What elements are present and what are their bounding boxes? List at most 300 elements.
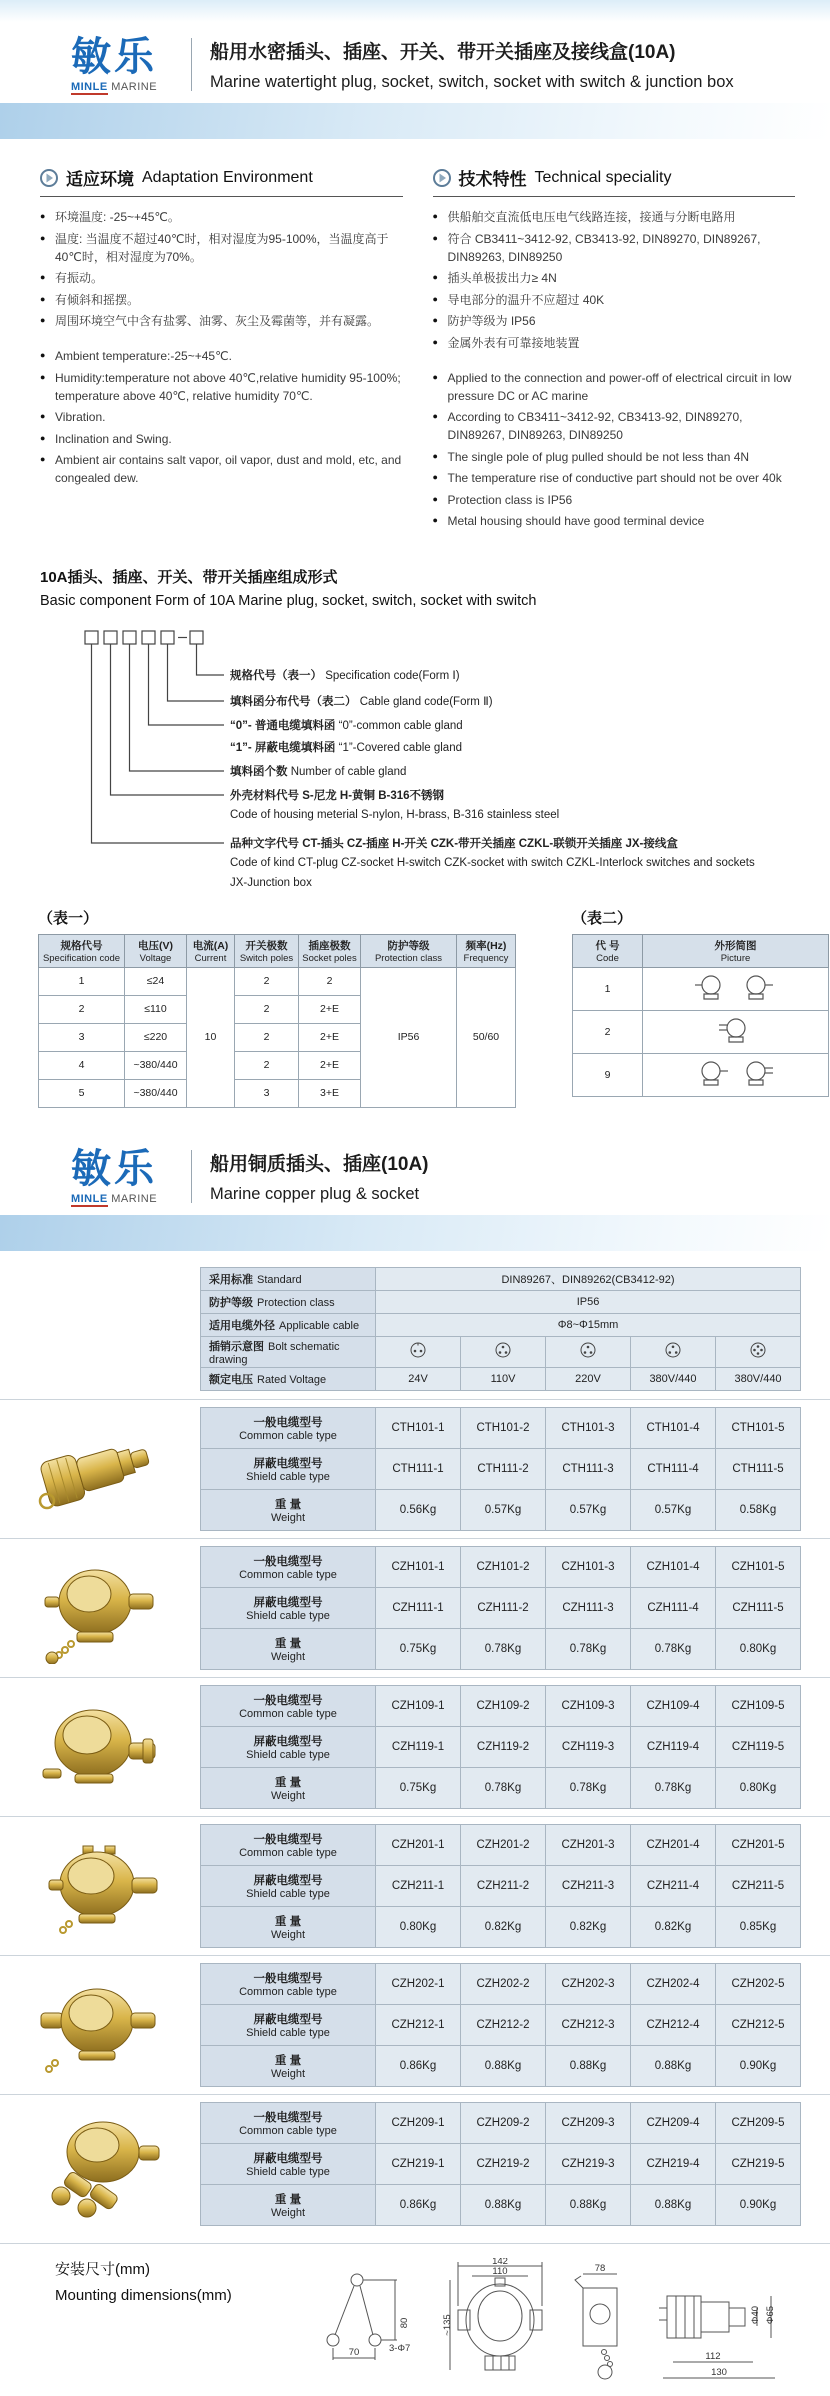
product-image-cth101-plug [0,1413,200,1525]
model-cell: CZH101-2 [461,1546,546,1587]
logo-english [55,1193,173,1205]
list-item-text: The single pole of plug pulled should be not less than 4N [447,449,750,464]
table-row [573,967,829,1010]
dimension-label: Φ40 [750,2305,761,2324]
section2-header [0,1134,830,1215]
table-row [201,2102,801,2143]
row-label-weight: 重 量 Weight [201,2184,376,2225]
label-cn: “0”- 普通电缆填料函 [230,719,336,732]
label-standard: 采用标准 Standard [201,1267,376,1290]
label-cn: “1”- 屏蔽电缆填料函 [230,741,336,754]
model-cell: CTH111-2 [461,1448,546,1489]
model-cell: CZH212-2 [461,2004,546,2045]
dimension-label: Φ65 [765,2305,776,2324]
cell: 2 [39,995,125,1023]
col-voltage: 电压(V) Voltage [125,934,187,967]
list-item [40,230,403,266]
list-item [40,369,403,405]
bullet-icon: ● [432,272,438,282]
table-row [573,1010,829,1053]
forms-row [0,893,830,1108]
gland-diagram-2 [643,1010,829,1053]
col-socket-poles: 插座极数 Socket poles [299,934,361,967]
bullet-icon: ● [432,493,438,504]
cell: ≤24 [125,967,187,995]
table-row [201,1767,801,1808]
table-row [201,1313,801,1336]
model-cell: CZH201-2 [461,1824,546,1865]
brass-socket-photo [25,1552,175,1664]
list-item [40,347,403,365]
section-arrow-icon [40,169,58,187]
row-label-shield: 屏蔽电缆型号 Shield cable type [201,1726,376,1767]
list-item-text: Vibration. [55,410,106,424]
header-divider [191,1150,192,1203]
code-label-kind-en [230,857,755,869]
table-row [201,1367,801,1390]
product-table [200,2102,801,2226]
model-cell: CZH209-5 [716,2102,801,2143]
component-form-section [0,540,830,893]
weight-cell: 0.88Kg [461,2184,546,2225]
list-item-text: Metal housing should have good terminal device [447,514,705,528]
product-table [200,1824,801,1948]
table-row [201,1587,801,1628]
pin-icon [750,1342,766,1358]
product-block-czh209 [0,2094,830,2233]
bullet-icon: ● [432,232,438,243]
list-item [40,208,403,226]
weight-cell: 0.82Kg [461,1906,546,1947]
list-item [433,312,796,330]
model-cell: CZH209-4 [631,2102,716,2143]
label-cn: 品种文字代号 CT-插头 CZ-插座 H-开关 CZK-带开关插座 CZKL-联锁开关插座 JX-接线盒 [230,837,678,850]
list-item-text: 周围环境空气中含有盐雾、油雾、灰尘及霉菌等，并有凝露。 [55,314,380,328]
list-item [433,491,796,509]
weight-cell: 0.78Kg [461,1767,546,1808]
label-rated-voltage: 额定电压 Rated Voltage [201,1367,376,1390]
table-row [201,2143,801,2184]
weight-cell: 0.57Kg [461,1489,546,1530]
code-label-kind-cn [230,835,678,851]
logo-marine: MARINE [111,1192,158,1205]
cell-code: 2 [573,1010,643,1053]
col-current: 电流(A) Current [187,934,235,967]
model-cell: CZH211-5 [716,1865,801,1906]
table-row [201,1489,801,1530]
weight-cell: 0.78Kg [631,1628,716,1669]
product-table [200,1407,801,1531]
weight-cell: 0.78Kg [461,1628,546,1669]
model-cell: CZH219-2 [461,2143,546,2184]
list-item-text: 导电部分的温升不应超过 40K [447,292,605,307]
logo-chinese: 敏乐 [71,1146,157,1191]
model-cell: CTH101-1 [376,1407,461,1448]
col-frequency: 频率(Hz) Frequency [457,934,516,967]
weight-cell: 0.88Kg [461,2045,546,2086]
list-item-text: 有振动。 [55,271,104,285]
product-table [200,1546,801,1670]
form2-table [572,934,829,1097]
model-cell: CZH111-5 [716,1587,801,1628]
dimension-label: ~135 [442,2313,453,2336]
weight-cell: 0.88Kg [631,2045,716,2086]
cell: ≤110 [125,995,187,1023]
code-diagram-lines [80,625,230,893]
logo-marine: MARINE [111,81,158,93]
row-label-weight: 重 量 Weight [201,1906,376,1947]
list-item-text: 供船舶交直流低电压电气线路连接，接通与分断电路用 [447,210,736,224]
weight-cell: 0.88Kg [546,2184,631,2225]
row-label-weight: 重 量 Weight [201,2045,376,2086]
bullet-icon: ● [432,211,438,221]
cell: 2 [299,967,361,995]
list-item [433,408,796,444]
weight-cell: 0.90Kg [716,2045,801,2086]
section-title-en: Adaptation Environment [142,168,313,186]
list-item [40,451,403,487]
list-item [40,408,403,426]
cell: 2+E [299,995,361,1023]
logo-minle: MINLE [70,81,108,93]
brass-socket-photo [25,1830,175,1942]
bullet-icon: ● [432,450,438,461]
label-bolt-drawing: 插销示意图 Bolt schematic drawing [201,1336,376,1367]
cell: 2+E [299,1051,361,1079]
form1-caption: （表一） [38,909,99,927]
adaptation-header [40,165,403,197]
bullet-icon: ● [40,272,46,282]
model-cell: CTH111-1 [376,1448,461,1489]
model-cell: CTH101-5 [716,1407,801,1448]
model-cell: CZH109-1 [376,1685,461,1726]
table-row [39,967,516,995]
product-image-czh202-socket [0,1969,200,2081]
form1-wrap [38,907,516,1108]
table-row [201,1685,801,1726]
row-label-common: 一般电缆型号 Common cable type [201,1546,376,1587]
bullet-icon: ● [432,472,438,482]
side-view-drawing [575,2274,617,2379]
list-item [40,269,403,287]
list-item [433,291,796,309]
col-picture: 外形简图 Picture [643,934,829,967]
table-row [201,2184,801,2225]
cell-current: 10 [187,967,235,1107]
label-en: Code of housing meterial S-nylon, H-brass, B-316 stainless steel [230,808,560,821]
list-item [40,312,403,330]
model-cell: CZH109-3 [546,1685,631,1726]
weight-cell: 0.88Kg [631,2184,716,2225]
product-block-czh202 [0,1955,830,2094]
model-cell: CZH201-3 [546,1824,631,1865]
row-label-common: 一般电缆型号 Common cable type [201,1963,376,2004]
front-view-drawing [450,2262,542,2370]
bullet-icon: ● [40,293,46,304]
gland-diagram-1 [643,967,829,1010]
table-row [201,1290,801,1313]
weight-cell: 0.86Kg [376,2184,461,2225]
dimension-label: 3-Φ7 [389,2342,411,2354]
table-row [201,1824,801,1865]
bullet-icon: ● [40,315,46,325]
model-cell: CZH202-1 [376,1963,461,2004]
brass-socket-photo [25,1969,175,2081]
model-cell: CZH219-5 [716,2143,801,2184]
product-block-cth101 [0,1399,830,1538]
adaptation-section [40,165,403,534]
cell: 1 [39,967,125,995]
section-arrow-icon [433,169,451,187]
weight-cell: 0.78Kg [631,1767,716,1808]
product-block-czh101 [0,1538,830,1677]
label-en: Cable gland code(Form Ⅱ) [359,695,493,708]
list-item [433,448,796,466]
weight-cell: 0.80Kg [716,1628,801,1669]
model-cell: CZH109-4 [631,1685,716,1726]
row-label-common: 一般电缆型号 Common cable type [201,2102,376,2143]
row-label-weight: 重 量 Weight [201,1489,376,1530]
mounting-drawings [305,2258,805,2388]
gland-picture-icon [681,1056,791,1090]
cell: 4 [39,1051,125,1079]
pin-icon [410,1342,426,1358]
cell: 5 [39,1079,125,1107]
model-cell: CZH201-1 [376,1824,461,1865]
cell-frequency: 50/60 [457,967,516,1107]
model-cell: CZH219-1 [376,2143,461,2184]
weight-cell: 0.56Kg [376,1489,461,1530]
list-item [433,269,796,287]
table-row [201,1546,801,1587]
model-cell: CZH209-3 [546,2102,631,2143]
model-cell: CTH101-3 [546,1407,631,1448]
bullet-icon: ● [40,411,46,421]
product-block-czh109 [0,1677,830,1816]
code-label-housing-en [230,809,559,821]
model-cell: CZH101-3 [546,1546,631,1587]
weight-cell: 0.80Kg [716,1767,801,1808]
row-label-common: 一般电缆型号 Common cable type [201,1407,376,1448]
dimension-label: 80 [399,2317,410,2328]
cell-code: 9 [573,1053,643,1096]
list-item [433,469,796,487]
model-cell: CZH111-4 [631,1587,716,1628]
mounting-title-en: Mounting dimensions(mm) [55,2286,232,2304]
product-image-czh201-socket [0,1830,200,1942]
pin-icon [665,1342,681,1358]
cell: 3 [39,1023,125,1051]
code-label-gland-number [230,763,406,779]
bullet-icon: ● [432,411,438,421]
section-title-cn: 技术特性 [458,170,527,189]
list-item-text: 环境温度: -25~+45℃。 [55,210,180,224]
label-en: JX-Junction box [230,876,312,889]
bullet-icon: ● [40,432,46,443]
model-cell: CZH209-2 [461,2102,546,2143]
value-cable: Φ8~Φ15mm [376,1313,801,1336]
weight-cell: 0.58Kg [716,1489,801,1530]
weight-cell: 0.57Kg [546,1489,631,1530]
row-label-shield: 屏蔽电缆型号 Shield cable type [201,1865,376,1906]
spec-table-wrap [0,1251,830,1391]
spec-table [200,1267,801,1391]
model-cell: CTH111-3 [546,1448,631,1489]
dimension-label: 70 [348,2346,360,2358]
dimension-label: 78 [594,2262,606,2274]
model-cell: CZH211-1 [376,1865,461,1906]
label-en: Number of cable gland [290,765,407,778]
value-protection: IP56 [376,1290,801,1313]
label-en: Specification code(Form Ⅰ) [325,669,460,682]
bullet-icon: ● [40,371,46,382]
brass-socket-photo [25,1691,175,1803]
model-cell: CZH119-3 [546,1726,631,1767]
header-divider [191,38,192,91]
table-header-row [39,934,516,967]
weight-cell: 0.80Kg [376,1906,461,1947]
pin-icon [495,1342,511,1358]
col-protection: 防护等级 Protection class [361,934,457,967]
table-row [201,1906,801,1947]
model-cell: CZH119-1 [376,1726,461,1767]
brand-logo [55,36,173,93]
list-item [433,230,796,266]
cell: 2 [235,995,299,1023]
code-label-gland-code [230,693,493,709]
col-code: 代 号 Code [573,934,643,967]
weight-cell: 0.78Kg [546,1767,631,1808]
list-item [40,291,403,309]
table-header-row [573,934,829,967]
row-label-shield: 屏蔽电缆型号 Shield cable type [201,1448,376,1489]
model-cell: CZH109-2 [461,1685,546,1726]
bullet-icon: ● [432,336,438,347]
gland-diagram-9 [643,1053,829,1096]
list-item-text: Ambient air contains salt vapor, oil vapor, dust and mold, etc, and congealed dew. [55,453,402,485]
product-block-czh201 [0,1816,830,1955]
code-label-housing-cn [230,787,444,803]
table-row [201,1407,801,1448]
model-cell: CZH119-5 [716,1726,801,1767]
table-row [201,2045,801,2086]
col-switch-poles: 开关极数 Switch poles [235,934,299,967]
component-form-title-en: Basic component Form of 10A Marine plug, socket, switch, socket with switch [40,592,537,609]
list-item-text: 有倾斜和摇摆。 [55,292,140,307]
weight-cell: 0.82Kg [631,1906,716,1947]
list-item-text: Inclination and Swing. [55,431,172,446]
row-label-weight: 重 量 Weight [201,1767,376,1808]
list-item-text: 金属外表有可靠接地装置 [447,335,580,350]
section-title-en: Technical speciality [534,168,672,186]
product-table [200,1963,801,2087]
brass-socket-photo [25,2108,175,2220]
model-cell: CZH201-4 [631,1824,716,1865]
model-cell: CTH111-5 [716,1448,801,1489]
table-row [201,1336,801,1367]
voltage-cell: 380V/440 [631,1367,716,1390]
dimension-label: 130 [711,2366,727,2378]
table-row [201,1726,801,1767]
weight-cell: 0.75Kg [376,1767,461,1808]
table-row [201,1267,801,1290]
pin-diagram-220v [546,1336,631,1367]
model-cell: CZH219-4 [631,2143,716,2184]
model-cell: CZH202-3 [546,1963,631,2004]
row-label-shield: 屏蔽电缆型号 Shield cable type [201,1587,376,1628]
model-cell: CZH202-2 [461,1963,546,2004]
bullet-icon: ● [40,454,46,464]
row-label-common: 一般电缆型号 Common cable type [201,1824,376,1865]
model-cell: CZH101-1 [376,1546,461,1587]
list-item-text: 防护等级为 IP56 [447,314,536,328]
bullet-icon: ● [40,211,46,221]
weight-cell: 0.82Kg [546,1906,631,1947]
product-list [0,1399,830,2233]
cell: ≤220 [125,1023,187,1051]
top-gradient-band [0,0,830,22]
product-image-czh101-socket [0,1552,200,1664]
table-row [201,1865,801,1906]
label-cn: 外壳材料代号 S-尼龙 H-黄铜 B-316不锈钢 [230,789,445,802]
model-cell: CZH109-5 [716,1685,801,1726]
model-cell: CZH111-2 [461,1587,546,1628]
list-item-text: According to CB3411~3412-92, CB3413-92, DIN89270, DIN89267, DIN89263, DIN89250 [447,410,743,442]
cell: 3+E [299,1079,361,1107]
row-label-shield: 屏蔽电缆型号 Shield cable type [201,2143,376,2184]
list-item [433,334,796,352]
list-item [433,208,796,226]
model-code-diagram [80,625,800,893]
pin-diagram-380v-4p [716,1336,801,1367]
label-en: “0”-common cable gland [338,719,463,732]
gland-picture-icon [681,1013,791,1047]
label-en: Code of kind CT-plug CZ-socket H-switch CZK-socket with switch CZKL-Interlock switches and sockets [230,856,755,869]
list-item-text: Applied to the connection and power-off of electrical circuit in low pressure DC or AC marine [447,370,792,403]
model-cell: CZH212-5 [716,2004,801,2045]
model-cell: CZH119-4 [631,1726,716,1767]
weight-cell: 0.88Kg [546,2045,631,2086]
section2-title-en: Marine copper plug & socket [210,1184,420,1203]
bullet-icon: ● [432,515,438,525]
model-cell: CZH202-4 [631,1963,716,2004]
page-title-cn: 船用水密插头、插座、开关、带开关插座及接线盒(10A) [210,42,676,63]
model-cell: CZH202-5 [716,1963,801,2004]
voltage-cell: 380V/440 [716,1367,801,1390]
label-en: “1”-Covered cable gland [338,741,462,754]
row-label-weight: 重 量 Weight [201,1628,376,1669]
model-cell: CTH101-4 [631,1407,716,1448]
cell: 3 [235,1079,299,1107]
model-cell: CZH219-3 [546,2143,631,2184]
header-titles [210,1149,429,1204]
table-row [573,1053,829,1096]
weight-cell: 0.86Kg [376,2045,461,2086]
cell-code: 1 [573,967,643,1010]
table-row [201,1628,801,1669]
bullet-icon: ● [432,293,438,304]
technical-section [433,165,796,534]
model-cell: CZH111-3 [546,1587,631,1628]
voltage-cell: 110V [461,1367,546,1390]
brand-logo [55,1148,173,1205]
cell: 2 [235,967,299,995]
list-item [40,430,403,448]
model-cell: CZH111-1 [376,1587,461,1628]
label-cn: 填料函分布代号（表二） [230,695,357,708]
cell: 2 [235,1051,299,1079]
page-title-en: Marine watertight plug, socket, switch, socket with switch & junction box [210,73,734,91]
